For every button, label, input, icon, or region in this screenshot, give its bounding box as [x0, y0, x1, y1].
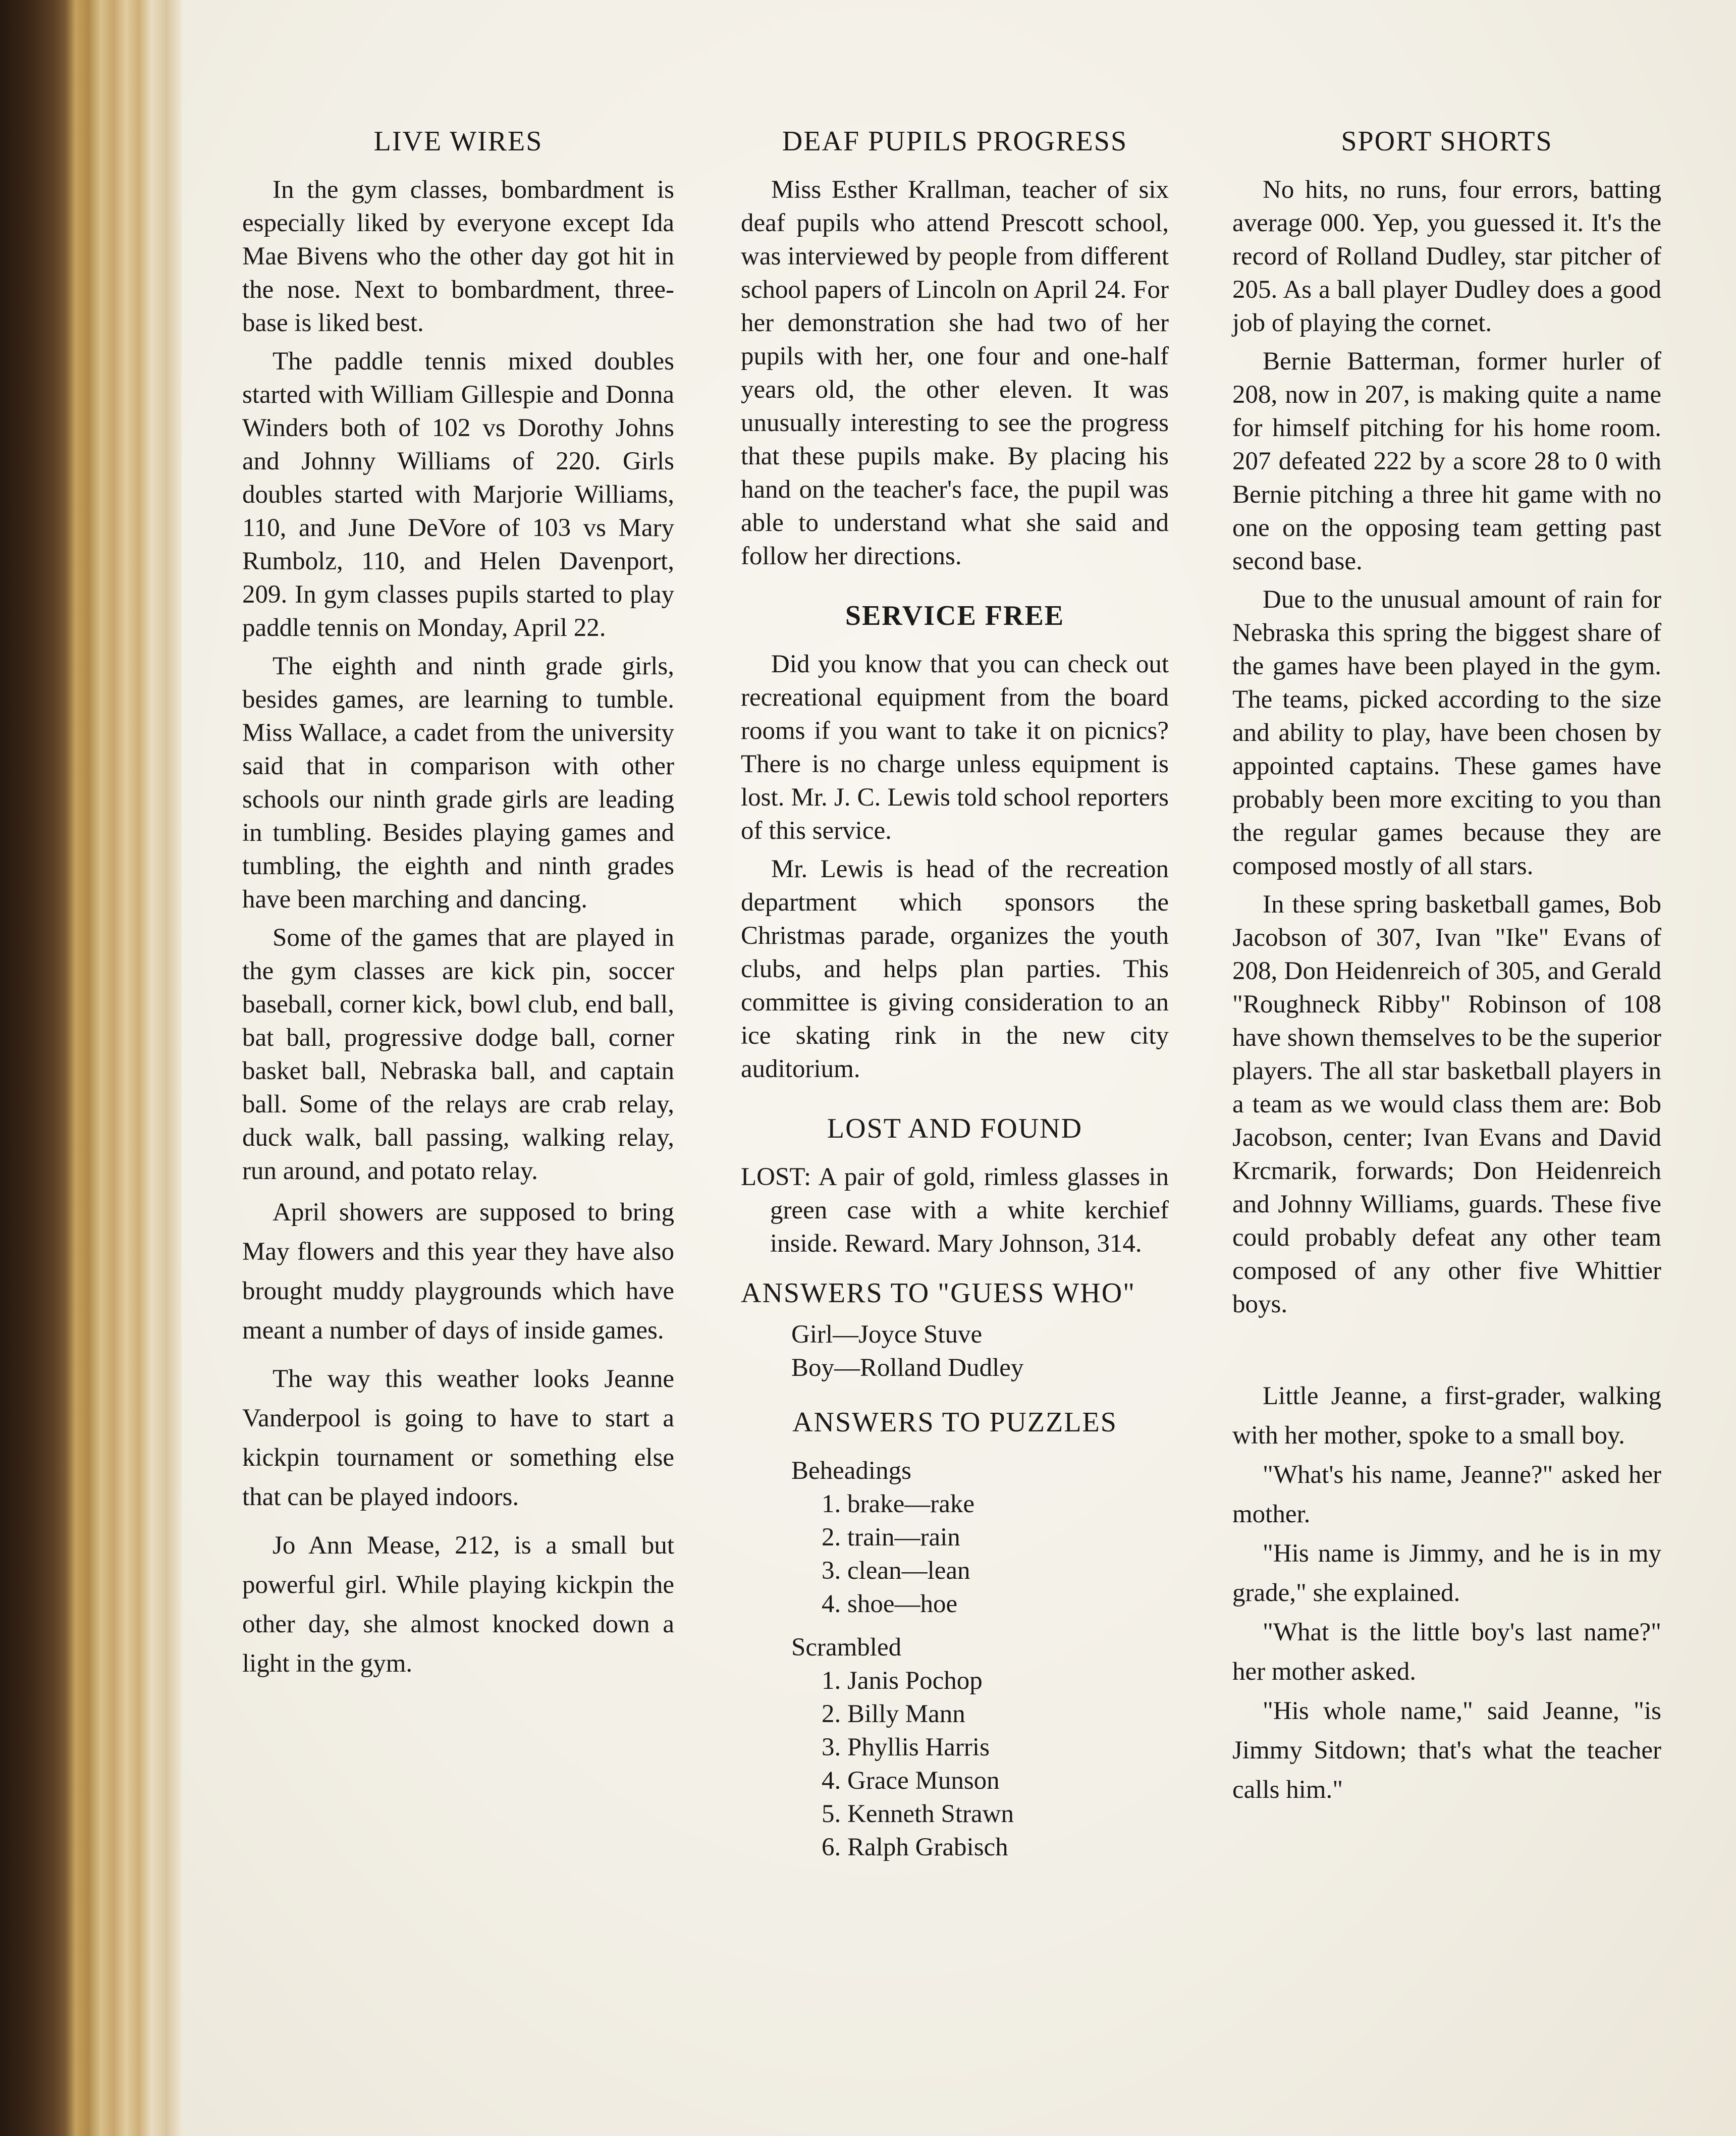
- article-paragraph: Due to the unusual amount of rain for Nebraska this spring the biggest share of the games have been played in the gym. The teams, picked according to the size and ability to play, have been chosen by appointed captains. These games have probably been more exciting to you than the regular games because they are composed mostly of all stars.: [1232, 585, 1661, 880]
- article-paragraph: The way this weather looks Jeanne Vanderpool is going to have to start a kickpin tournament or something else that can be played indoors.: [242, 1365, 674, 1511]
- guess-answer-girl: Girl—Joyce Stuve: [791, 1320, 983, 1349]
- list-item: 3. Phyllis Harris: [822, 1733, 990, 1761]
- article-paragraph: Bernie Batterman, former hurler of 208, now in 207, is making quite a name for himself pitching for his home room. 207 defeated 222 by a score 28 to 0 with Bernie pitching a three hit game with no one on the opposing team getting past second base.: [1232, 347, 1661, 575]
- heading-live-wires: LIVE WIRES: [373, 126, 543, 157]
- article-paragraph: Miss Esther Krallman, teacher of six deaf pupils who attend Prescott school, was interviewed by people from different school papers of Lincoln on April 24. For her demonstration she had two of her pupils with her, one four and one-half years old, the other eleven. It was unusually interesting to see the progress that these pupils make. By placing his hand on the teacher's face, the pupil was able to understand what she said and follow her directions.: [741, 176, 1169, 570]
- beheadings-label: Beheadings: [791, 1457, 911, 1485]
- jimmy-sitdown-story: [1232, 1376, 1661, 1809]
- article-paragraph: No hits, no runs, four errors, batting average 000. Yep, you guessed it. It's the record of Rolland Dudley, star pitcher of 205. As a ball player Dudley does a good job of playing the cornet.: [1232, 176, 1661, 337]
- heading-answers-to-puzzles: ANSWERS TO PUZZLES: [792, 1407, 1117, 1438]
- heading-sport-shorts: SPORT SHORTS: [1341, 126, 1553, 157]
- list-item: 6. Ralph Grabisch: [822, 1833, 1008, 1861]
- column-deaf-pupils: [741, 124, 1169, 1874]
- heading-service-free: SERVICE FREE: [845, 600, 1065, 631]
- story-paragraph: "What's his name, Jeanne?" asked her mother.: [1232, 1461, 1661, 1528]
- article-paragraph: Mr. Lewis is head of the recreation department which sponsors the Christmas parade, organizes the youth clubs, and helps plan parties. This committee is giving consideration to an ice skating rink in the new city auditorium.: [741, 855, 1169, 1083]
- scrambled-label: Scrambled: [791, 1633, 902, 1662]
- list-item: 5. Kenneth Strawn: [822, 1800, 1014, 1828]
- story-paragraph: "His whole name," said Jeanne, "is Jimmy Sitdown; that's what the teacher calls him.": [1232, 1697, 1661, 1804]
- story-paragraph: "His name is Jimmy, and he is in my grade," she explained.: [1232, 1539, 1661, 1607]
- list-item: 2. Billy Mann: [822, 1700, 965, 1728]
- story-paragraph: Little Jeanne, a first-grader, walking with her mother, spoke to a small boy.: [1232, 1382, 1661, 1450]
- article-paragraph: April showers are supposed to bring May flowers and this year they have also brought muddy playgrounds which have meant a number of days of inside games.: [242, 1198, 674, 1345]
- heading-lost-and-found: LOST AND FOUND: [827, 1113, 1083, 1144]
- list-item: 3. clean—lean: [822, 1557, 970, 1585]
- list-item: 4. shoe—hoe: [822, 1590, 958, 1618]
- column-sport-shorts: [1232, 124, 1661, 1809]
- list-item: 1. Janis Pochop: [822, 1667, 983, 1695]
- article-paragraph: The eighth and ninth grade girls, besides games, are learning to tumble. Miss Wallace, a cadet from the university said that in comparison with other schools our ninth grade girls are leading in tumbling. Besides playing games and tumbling, the eighth and ninth grades have been marching and dancing.: [242, 652, 674, 914]
- column-live-wires: [242, 124, 674, 1692]
- lost-notice: LOST: A pair of gold, rimless glasses in green case with a white kerchief inside. Reward. Mary Johnson, 314.: [741, 1163, 1169, 1258]
- guess-answer-boy: Boy—Rolland Dudley: [791, 1354, 1024, 1382]
- list-item: 4. Grace Munson: [822, 1767, 1000, 1795]
- article-paragraph: In the gym classes, bombardment is especially liked by everyone except Ida Mae Bivens who the other day got hit in the nose. Next to bombardment, three-base is liked best.: [242, 176, 674, 337]
- article-paragraph: Jo Ann Mease, 212, is a small but powerful girl. While playing kickpin the other day, she almost knocked down a light in the gym.: [242, 1531, 674, 1678]
- heading-deaf-pupils: DEAF PUPILS PROGRESS: [782, 126, 1128, 157]
- list-item: 1. brake—rake: [822, 1490, 975, 1518]
- list-item: 2. train—rain: [822, 1523, 960, 1552]
- scrambled-list: [741, 1664, 1169, 1864]
- book-binding-edge: [0, 0, 192, 2136]
- story-paragraph: "What is the little boy's last name?" her mother asked.: [1232, 1618, 1661, 1686]
- article-paragraph: The paddle tennis mixed doubles started with William Gillespie and Donna Winders both of 102 vs Dorothy Johns and Johnny Williams of 220. Girls doubles started with Marjorie Williams, 110, and June DeVore of 103 vs Mary Rumbolz, 110, and Helen Davenport, 209. In gym classes pupils started to play paddle tennis on Monday, April 22.: [242, 347, 674, 642]
- article-paragraph: In these spring basketball games, Bob Jacobson of 307, Ivan "Ike" Evans of 208, Don Heidenreich of 305, and Gerald "Roughneck Ribby" Robinson of 108 have shown themselves to be the superior players. The all star basketball players in a team as we would class them are: Bob Jacobson, center; Ivan Evans and David Krcmarik, forwards; Don Heidenreich and Johnny Williams, guards. These five could probably defeat any other team composed of any other five Whittier boys.: [1232, 890, 1661, 1318]
- beheadings-list: [741, 1487, 1169, 1621]
- heading-guess-who: ANSWERS TO "GUESS WHO": [741, 1277, 1136, 1309]
- article-paragraph: Some of the games that are played in the gym classes are kick pin, soccer baseball, corner kick, bowl club, end ball, bat ball, progressive dodge ball, corner basket ball, Nebraska ball, and captain ball. Some of the relays are crab relay, duck walk, ball passing, walking relay, run around, and potato relay.: [242, 924, 674, 1185]
- article-paragraph: Did you know that you can check out recreational equipment from the board rooms if you want to take it on picnics? There is no charge unless equipment is lost. Mr. J. C. Lewis told school reporters of this service.: [741, 650, 1169, 845]
